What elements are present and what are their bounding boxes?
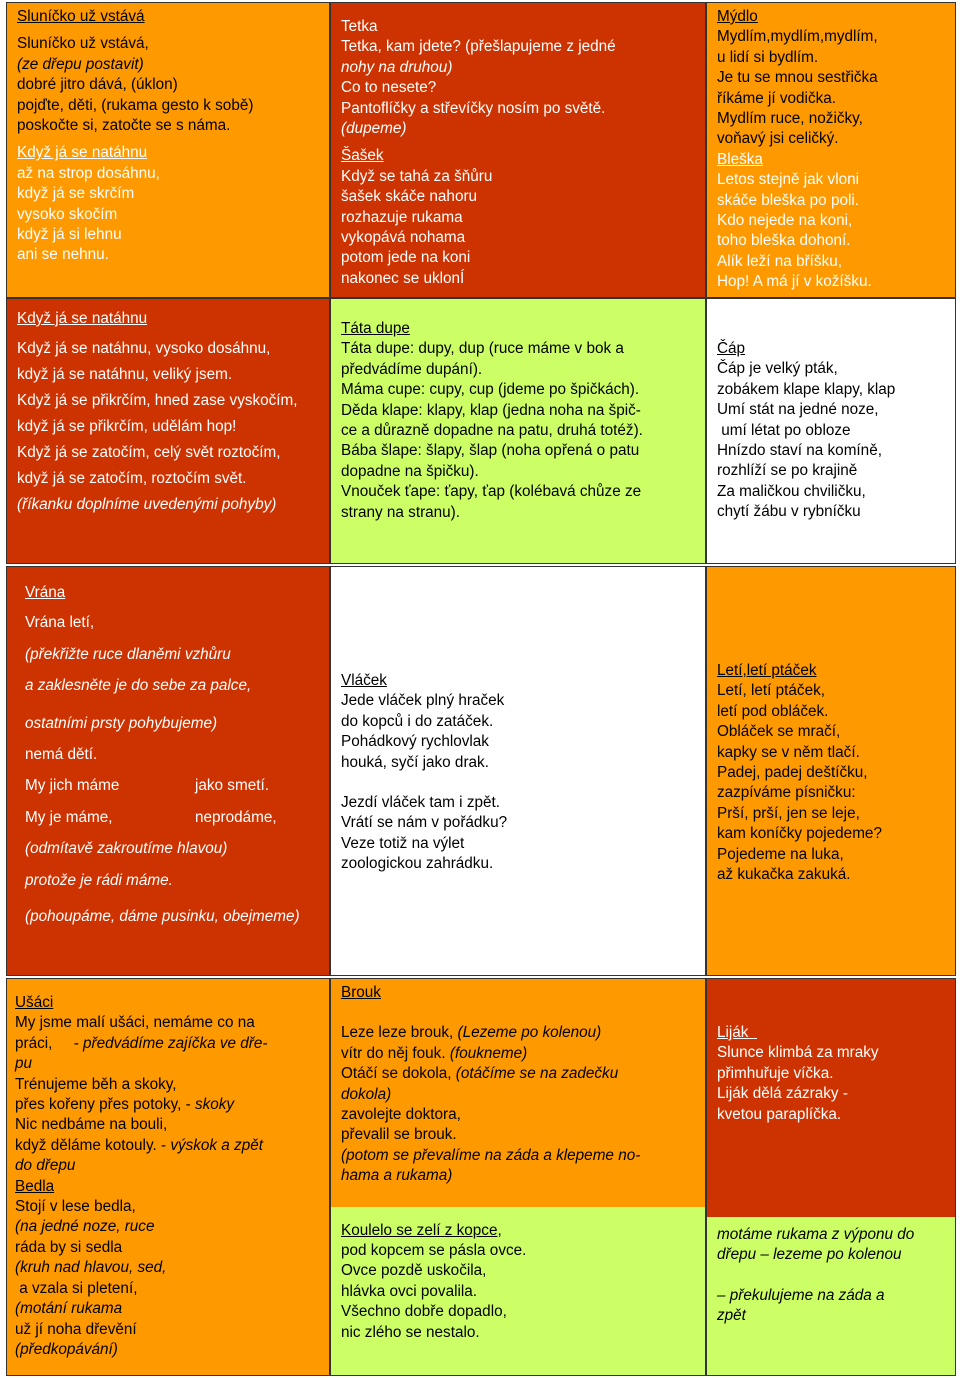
card-usaci-bedla [6, 978, 330, 1376]
rhyme-line: (pohoupáme, dáme pusinku, obejmeme) [25, 908, 300, 926]
rhyme-line: dokola) [341, 1085, 392, 1103]
card-brouk-zeli [330, 978, 706, 1376]
rhyme-title: Mýdlo [717, 8, 758, 25]
card-vrana [6, 566, 330, 976]
rhyme-line: Trénujeme běh a skoky, [15, 1075, 177, 1093]
rhyme-title: Sluníčko už vstává [17, 8, 145, 25]
rhyme-line: když já se natáhnu, veliký jsem. [17, 366, 233, 384]
rhyme-line: skáče bleška po poli. [717, 191, 860, 209]
card-tetka [330, 2, 706, 298]
rhyme-line: Vnouček ťape: ťapy, ťap (kolébavá chůze ze [341, 483, 642, 501]
rhyme-line: (potom se převalíme na záda a klepeme no- [341, 1146, 641, 1164]
rhyme-line: Stojí v lese bedla, [15, 1198, 136, 1216]
rhyme-line: Hop! A má jí v kožíšku. [717, 273, 872, 291]
rhyme-line: toho bleška dohoní. [717, 232, 851, 250]
rhyme-line: až kukačka zakuká. [717, 866, 851, 884]
rhyme-line: Alík leží na bříšku, [717, 252, 842, 270]
rhyme-line: Jezdí vláček tam i zpět. [341, 794, 500, 812]
rhyme-title: Tetka [341, 18, 378, 35]
card-vlacek [330, 566, 706, 976]
rhyme-line: pojďte, děti, (rukama gesto k sobě) [17, 96, 254, 114]
rhyme-line: šašek skáče nahoru [341, 188, 478, 206]
rhyme-line: (odmítavě zakroutíme hlavou) [25, 840, 228, 858]
rhyme-line: do kopců i do zatáček. [341, 712, 494, 730]
card-mydlo [706, 2, 956, 298]
rhyme-line: když já se přikrčím, udělám hop! [17, 418, 237, 436]
rhyme-line: předvádíme dupání). [341, 360, 483, 378]
rhyme-line: přimhuřuje víčka. [717, 1064, 834, 1082]
rhyme-line: Mydlím ruce, nožičky, [717, 110, 863, 128]
rhyme-line: (motání rukama [15, 1300, 123, 1318]
rhyme-line: Hnízdo staví na komíně, [717, 442, 882, 460]
rhyme-line: Je tu se mnou sestřička [717, 69, 878, 87]
rhyme-line: kvetou paraplíčka. [717, 1105, 842, 1123]
rhyme-title: Letí,letí ptáček [717, 662, 817, 679]
rhyme-line: Koulelo se zelí z kopce, [341, 1221, 502, 1239]
rhyme-line: My jich máme jako smetí. [25, 777, 269, 795]
rhyme-line: Když já se zatočím, celý svět roztočím, [17, 444, 281, 462]
rhyme-title: Bleška [717, 150, 763, 168]
rhyme-line: Letos stejně jak vloni [717, 171, 860, 189]
rhyme-line: Leze leze brouk, (Lezeme po kolenou) [341, 1024, 602, 1042]
rhyme-line: Letí, letí ptáček, [717, 682, 825, 700]
rhyme-line: zavolejte doktora, [341, 1106, 461, 1124]
rhyme-line: vysoko skočím [17, 205, 118, 223]
rhyme-line: dopadne na špičku). [341, 462, 479, 480]
card-tata-dupe [330, 298, 706, 564]
rhyme-line: když já se skrčím [17, 185, 135, 203]
rhyme-line: Liják dělá zázraky - [717, 1085, 848, 1103]
rhyme-line: nemá dětí. [25, 746, 98, 764]
rhyme-line: poskočte si, zatočte se s náma. [17, 117, 231, 135]
rhyme-line: kapky se v něm tlačí. [717, 743, 860, 761]
rhyme-line: Slunce klimbá za mraky [717, 1044, 879, 1062]
rhyme-line: dřepu – lezeme po kolenou [717, 1246, 902, 1264]
rhyme-line: Pojedeme na luka, [717, 845, 844, 863]
rhyme-line: a zaklesněte je do sebe za palce, [25, 677, 252, 695]
rhyme-title: Když já se natáhnu [17, 144, 148, 162]
rhyme-line: (kruh nad hlavou, sed, [15, 1259, 167, 1277]
rhyme-line: do dřepu [15, 1157, 76, 1175]
rhyme-line: ostatními prsty pohybujeme) [25, 714, 218, 732]
rhyme-line: Umí stát na jedné noze, [717, 401, 879, 419]
rhyme-line: nakonec se uklonÍ [341, 269, 465, 287]
rhyme-line: když děláme kotouly. - výskok a zpět [15, 1136, 263, 1154]
rhyme-line: u lidí si bydlím. [717, 48, 819, 66]
rhyme-line: motáme rukama z výponu do [717, 1226, 915, 1244]
rhyme-title: Vláček [341, 672, 387, 689]
rhyme-line: Co to nesete? [341, 79, 437, 97]
rhyme-line: říkáme jí vodička. [717, 89, 837, 107]
rhyme-line: (dupeme) [341, 120, 407, 138]
rhyme-line: zazpíváme písničku: [717, 784, 856, 802]
rhyme-line: Otáčí se dokola, (otáčíme se na zadečku [341, 1065, 619, 1083]
rhyme-line: Mydlím,mydlím,mydlím, [717, 28, 878, 46]
rhyme-line: Děda klape: klapy, klap (jedna noha na špič- [341, 401, 641, 419]
rhyme-line: Ovce pozdě uskočila, [341, 1262, 487, 1280]
rhyme-line: (ze dřepu postavit) [17, 55, 144, 73]
rhyme-line: rozhlíží se po krajině [717, 462, 858, 480]
rhyme-title: Když já se natáhnu [17, 310, 148, 327]
rhyme-line: Když já se přikrčím, hned zase vyskočím, [17, 392, 298, 410]
card-lijak [706, 978, 956, 1376]
rhyme-line: přes kořeny přes potoky, - skoky [15, 1096, 235, 1114]
rhyme-line: ráda by si sedla [15, 1238, 123, 1256]
rhyme-line: Když já se natáhnu, vysoko dosáhnu, [17, 340, 271, 358]
rhyme-line: ani se nehnu. [17, 246, 109, 264]
rhyme-line: zoologickou zahrádku. [341, 855, 494, 873]
rhyme-title: Bedla [15, 1177, 55, 1195]
rhyme-line: Kdo nejede na koni, [717, 212, 853, 230]
rhyme-line: – překulujeme na záda a [717, 1286, 885, 1304]
rhyme-line: když já se zatočím, roztočím svět. [17, 470, 247, 488]
rhyme-line: nic zlého se nestalo. [341, 1323, 480, 1341]
rhyme-line: chytí žábu v rybníčku [717, 503, 861, 521]
card-leti-ptacek [706, 566, 956, 976]
rhyme-line: Bába šlape: šlapy, šlap (noha opřená o patu [341, 442, 640, 460]
rhyme-line: (předkopávání) [15, 1340, 118, 1358]
rhyme-line: Táta dupe: dupy, dup (ruce máme v bok a [341, 340, 624, 358]
card-slunicko-body [6, 2, 330, 298]
rhyme-line: až na strop dosáhnu, [17, 164, 160, 182]
rhyme-line: když já si lehnu [17, 226, 122, 244]
card-kdyz-ja-se-natahnu [6, 298, 330, 564]
rhyme-title: Táta dupe [341, 320, 410, 337]
rhyme-line: protože je rádi máme. [25, 871, 173, 889]
rhyme-title: Liják [717, 1024, 757, 1041]
rhyme-line: Jede vláček plný hraček [341, 692, 505, 710]
rhyme-line: Nic nedbáme na bouli, [15, 1116, 168, 1134]
rhyme-line: kam koníčky pojedeme? [717, 825, 882, 843]
rhyme-title: Brouk [341, 984, 381, 1001]
rhyme-line: ce a důrazně dopadne na patu, druhá totéž). [341, 422, 643, 440]
rhyme-line: rozhazuje rukama [341, 208, 463, 226]
rhyme-line: už jí noha dřevění [15, 1320, 137, 1338]
rhyme-line: Máma cupe: cupy, cup (jdeme po špičkách). [341, 381, 640, 399]
rhyme-line: houká, syčí jako drak. [341, 753, 489, 771]
card-cap [706, 298, 956, 564]
rhyme-line: nohy na druhou) [341, 58, 453, 76]
rhyme-line: práci, - předvádíme zajíčka ve dře- [15, 1034, 268, 1052]
rhyme-line: Za maličkou chviličku, [717, 482, 866, 500]
rhyme-line: potom jede na koni [341, 249, 471, 267]
rhyme-line: voňavý jsi celičký. [717, 130, 839, 148]
rhyme-line: Pohádkový rychlovlak [341, 733, 489, 751]
rhyme-line: vítr do něj fouk. (foukneme) [341, 1044, 528, 1062]
rhyme-title: Ušáci [15, 994, 54, 1011]
rhyme-line: hlávka ovci povalila. [341, 1282, 478, 1300]
rhyme-title: Vrána [25, 584, 66, 601]
rhyme-line: Pantoflíčky a střevíčky nosím po světě. [341, 99, 606, 117]
rhyme-line: My je máme, neprodáme, [25, 808, 277, 826]
rhyme-line: Prší, prší, jen se leje, [717, 804, 860, 822]
rhyme-line: strany na stranu). [341, 503, 461, 521]
rhyme-line: umí létat po obloze [717, 421, 851, 439]
rhyme-line: Když se tahá za šňůru [341, 167, 493, 185]
rhyme-line: vykopává nohama [341, 229, 466, 247]
rhyme-line: dobré jitro dává, (úklon) [17, 76, 178, 94]
rhyme-line: pod kopcem se pásla ovce. [341, 1242, 527, 1260]
rhyme-line: Sluníčko už vstává, [17, 35, 149, 53]
rhyme-title: Šašek [341, 147, 384, 165]
rhyme-line: pu [15, 1055, 33, 1073]
rhyme-line: zpět [717, 1307, 746, 1325]
rhyme-line: a vzala si pletení, [15, 1279, 138, 1297]
rhyme-line: Tetka, kam jdete? (přešlapujeme z jedné [341, 38, 616, 56]
rhyme-line: Veze totiž na výlet [341, 834, 465, 852]
rhyme-line: Vrátí se nám v pořádku? [341, 814, 508, 832]
rhyme-line: (říkanku doplníme uvedenými pohyby) [17, 496, 277, 514]
rhyme-line: (překřižte ruce dlaněmi vzhůru [25, 645, 231, 663]
rhyme-line: Všechno dobře dopadlo, [341, 1303, 507, 1321]
rhyme-line: zobákem klape klapy, klap [717, 380, 896, 398]
rhyme-line: (na jedné noze, ruce [15, 1218, 155, 1236]
rhyme-line: Obláček se mračí, [717, 723, 841, 741]
rhyme-line: Čáp je velký pták, [717, 360, 838, 378]
rhyme-line: Vrána letí, [25, 614, 95, 632]
rhyme-title: Čáp [717, 340, 746, 357]
rhyme-line: letí pod obláček. [717, 702, 829, 720]
rhyme-line: My jsme malí ušáci, nemáme co na [15, 1014, 255, 1032]
rhyme-line: hama a rukama) [341, 1167, 453, 1185]
rhyme-line: převalil se brouk. [341, 1126, 457, 1144]
rhyme-line: Padej, padej deštíčku, [717, 764, 868, 782]
